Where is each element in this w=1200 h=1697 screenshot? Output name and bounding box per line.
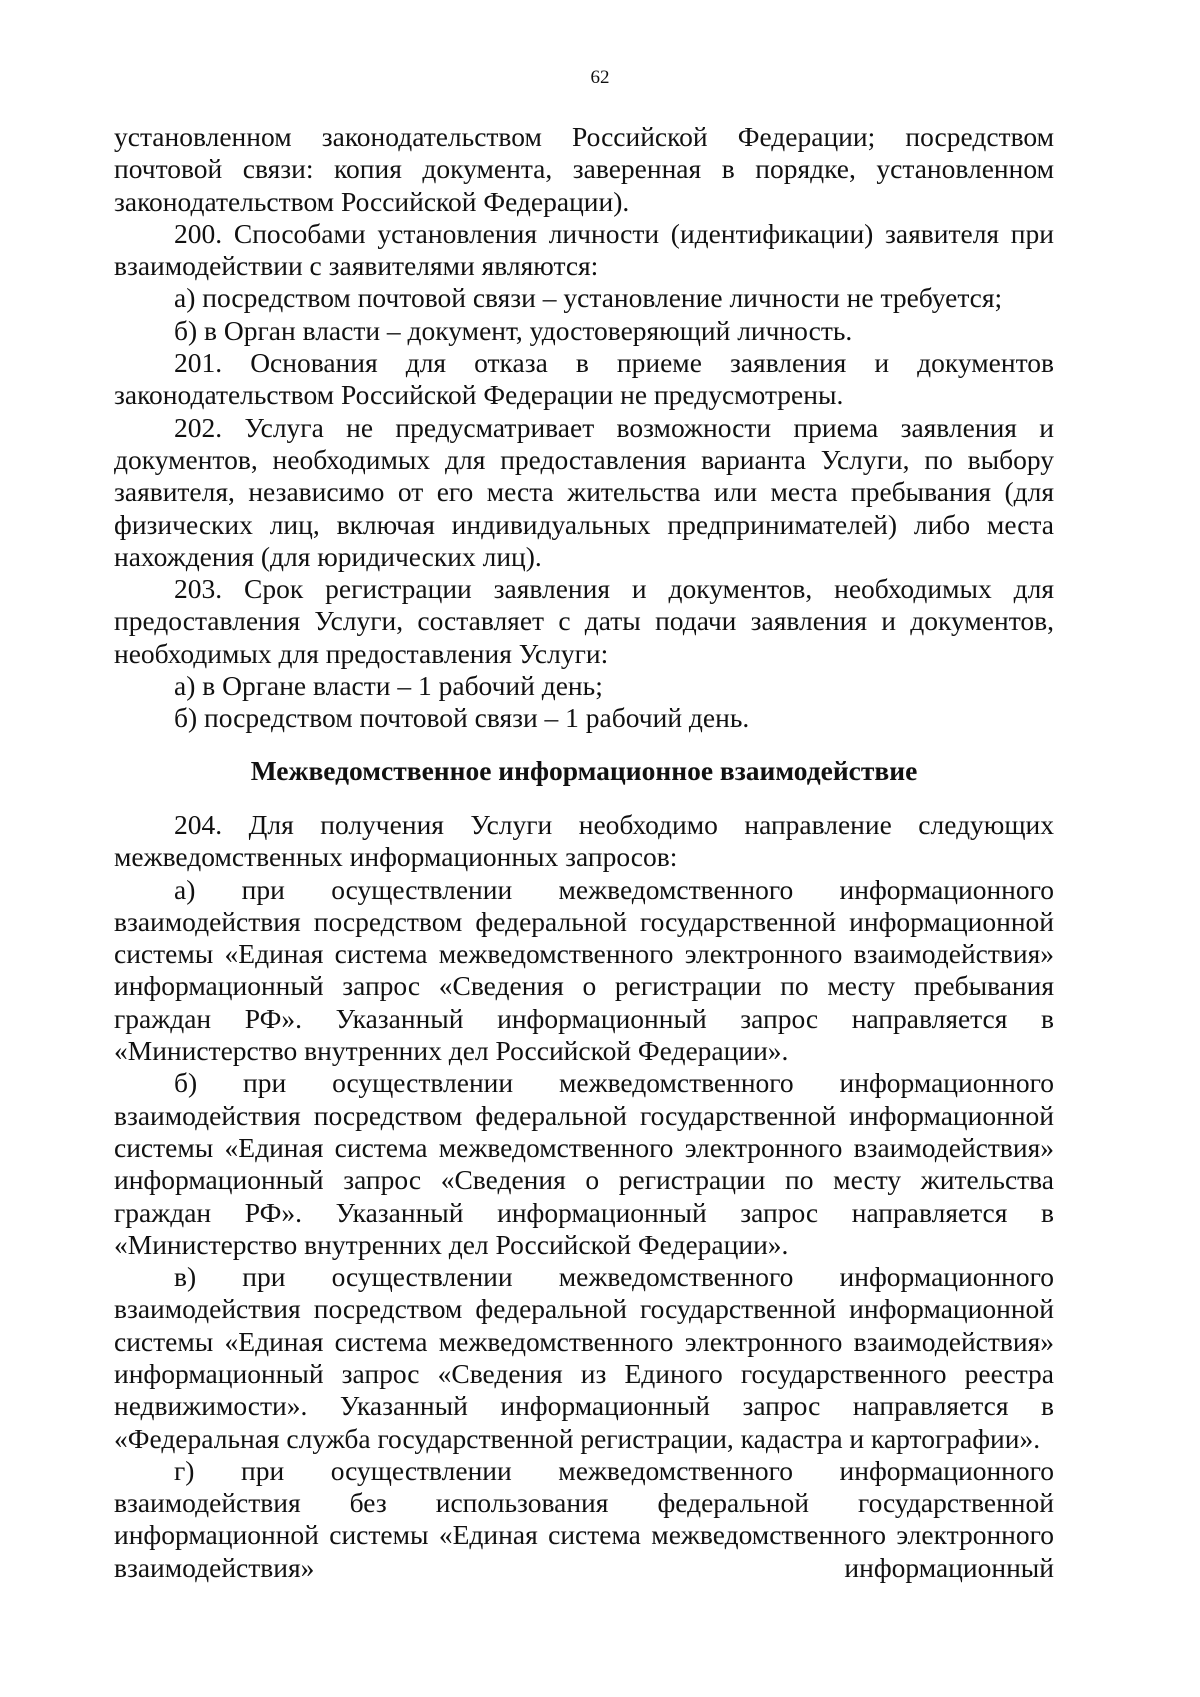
paragraph-continuation: установленном законодательством Российской Федерации; посредством почтовой связи: копия документа, заверенная в порядке, установленном законодательством Российской Федерации). [114,121,1054,217]
paragraph-200: 200. Способами установления личности (идентификации) заявителя при взаимодействии с заявителями являются: [114,217,1054,282]
paragraph-203-b: б) посредством почтовой связи – 1 рабочий день. [174,702,750,734]
paragraph-203-a: а) в Органе власти – 1 рабочий день; [174,670,603,702]
paragraph-204: 204. Для получения Услуги необходимо направление следующих межведомственных информационных запросов: [114,808,1054,873]
section-heading: Межведомственное информационное взаимодействие [250,754,918,786]
document-body [114,121,1054,1584]
paragraph-200-b: б) в Орган власти – документ, удостоверяющий личность. [174,314,853,346]
paragraph-204-g: г) при осуществлении межведомственного информационного взаимодействия без использования федеральной государственной информационной системы «Единая система межведомственного электронного взаимодействия» информационный [114,1454,1054,1583]
page-number: 62 [590,67,610,88]
paragraph-203: 203. Срок регистрации заявления и документов, необходимых для предоставления Услуги, составляет с даты подачи заявления и документов, необходимых для предоставления Услуги: [114,573,1054,669]
paragraph-200-a: а) посредством почтовой связи – установление личности не требуется; [174,282,1003,314]
paragraph-204-a: а) при осуществлении межведомственного информационного взаимодействия посредством федеральной государственной информационной системы «Единая система межведомственного электронного взаимодействия» информационный запрос «Сведения о регистрации по месту пребывания граждан РФ». Указанный информационный запрос направляется в «Министерство внутренних дел Российской Федерации». [114,873,1054,1067]
paragraph-204-b: б) при осуществлении межведомственного информационного взаимодействия посредством федеральной государственной информационной системы «Единая система межведомственного электронного взаимодействия» информационный запрос «Сведения о регистрации по месту жительства граждан РФ». Указанный информационный запрос направляется в «Министерство внутренних дел Российской Федерации». [114,1067,1054,1260]
paragraph-204-v: в) при осуществлении межведомственного информационного взаимодействия посредством федеральной государственной информационной системы «Единая система межведомственного электронного взаимодействия» информационный запрос «Сведения из Единого государственного реестра недвижимости». Указанный информационный запрос направляется в «Федеральная служба государственной регистрации, кадастра и картографии». [114,1261,1054,1454]
paragraph-202: 202. Услуга не предусматривает возможности приема заявления и документов, необходимых для предоставления варианта Услуги, по выбору заявителя, независимо от его места жительства или места пребывания (для физических лиц, включая индивидуальных предпринимателей) либо места нахождения (для юридических лиц). [114,411,1054,572]
paragraph-201: 201. Основания для отказа в приеме заявления и документов законодательством Российской Федерации не предусмотрены. [114,347,1054,411]
